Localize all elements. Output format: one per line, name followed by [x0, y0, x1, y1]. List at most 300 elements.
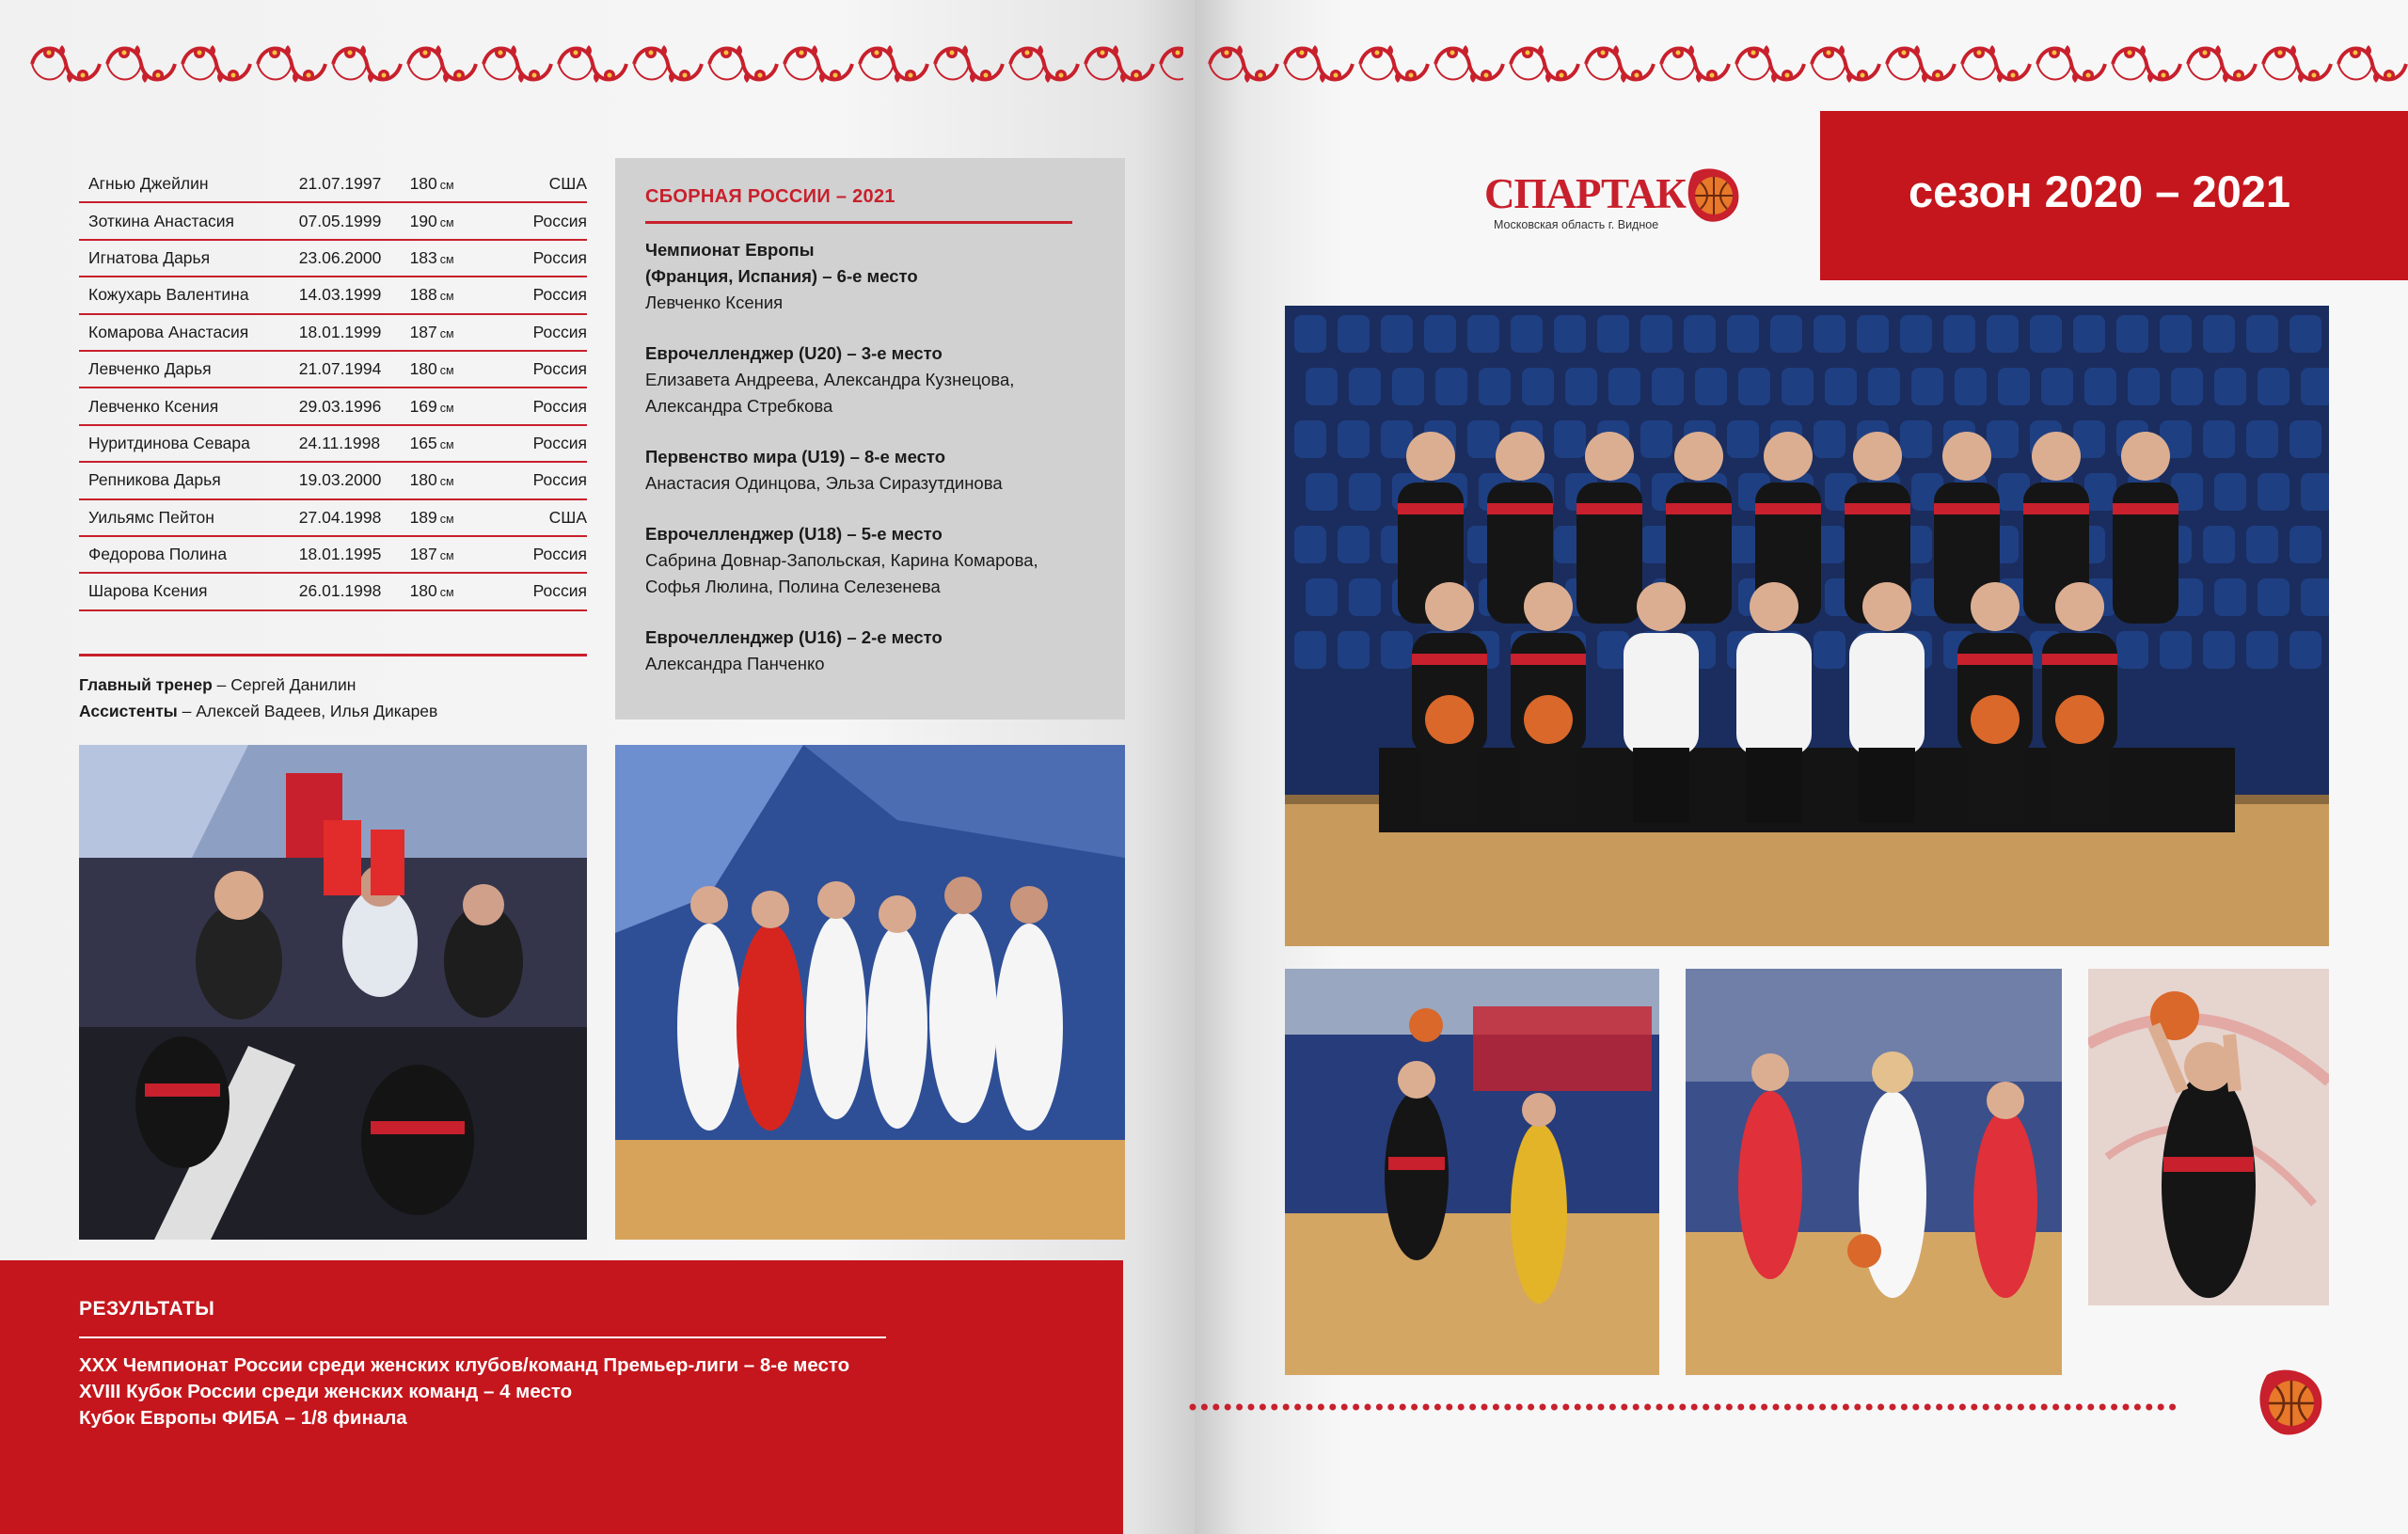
- player-name: Шарова Ксения: [88, 581, 208, 601]
- height-unit: см: [439, 215, 454, 229]
- entry-players: Сабрина Довнар-Запольская, Карина Комарова,: [645, 550, 1038, 570]
- stadium-seat: [1554, 420, 1586, 458]
- height-value: 180: [409, 581, 437, 601]
- stadium-seat: [1814, 631, 1846, 669]
- roster-row: [79, 574, 587, 610]
- separator-dot: [1307, 1404, 1313, 1411]
- separator-dot: [1225, 1404, 1231, 1411]
- stadium-seat: [2289, 631, 2321, 669]
- player-name: Комарова Анастасия: [88, 322, 249, 341]
- stadium-seat: [1782, 368, 1814, 405]
- stadium-seat: [1306, 368, 1338, 405]
- separator-dot: [1912, 1404, 1919, 1411]
- player-height: [410, 323, 493, 342]
- separator-dot: [1936, 1404, 1942, 1411]
- coaches-block: [79, 672, 437, 724]
- stadium-seat: [1684, 315, 1716, 353]
- separator-dot: [1294, 1404, 1301, 1411]
- player-birthdate: 21.07.1994: [298, 359, 382, 379]
- separator-dot: [1329, 1404, 1336, 1411]
- player-height: [410, 397, 493, 417]
- player-name: Федорова Полина: [88, 545, 228, 564]
- separator-dot: [1481, 1404, 1488, 1411]
- national-entry: [645, 521, 1116, 600]
- stadium-seat: [2301, 473, 2329, 511]
- roster-row: [79, 315, 587, 352]
- player-birthdate: 18.01.1995: [298, 545, 382, 564]
- player-height: [410, 545, 493, 564]
- player-name: Уильямс Пейтон: [88, 507, 214, 527]
- separator-dot: [1434, 1404, 1441, 1411]
- roster-row: [79, 463, 587, 499]
- stadium-seat: [2246, 526, 2278, 563]
- separator-dot: [1376, 1404, 1383, 1411]
- separator-dot: [1586, 1404, 1592, 1411]
- entry-players-cont: Александра Стребкова: [645, 396, 833, 416]
- season-banner: [1820, 111, 2408, 280]
- separator-dot: [1400, 1404, 1406, 1411]
- stadium-seat: [1349, 473, 1381, 511]
- separator-dot: [2123, 1404, 2130, 1411]
- player-birthdate: 29.03.1996: [298, 396, 382, 416]
- separator-dot: [1504, 1404, 1511, 1411]
- logo-subtitle: Московская область г. Видное: [1494, 218, 1659, 231]
- player-country: США: [548, 174, 587, 194]
- stadium-seat: [1695, 368, 1727, 405]
- stadium-seat: [2258, 578, 2289, 616]
- player-name: Репникова Дарья: [88, 470, 221, 490]
- results-heading: РЕЗУЛЬТАТЫ: [79, 1298, 215, 1320]
- stadium-seat: [1338, 631, 1370, 669]
- player-name: Зоткина Анастасия: [88, 211, 234, 230]
- stadium-seat: [1338, 315, 1370, 353]
- roster-bottom-rule: [79, 654, 587, 656]
- player-country: Россия: [532, 359, 587, 379]
- height-unit: см: [439, 326, 454, 340]
- stadium-seat: [2073, 315, 2105, 353]
- separator-dot: [2076, 1404, 2083, 1411]
- separator-dot: [1446, 1404, 1452, 1411]
- separator-dot: [1318, 1404, 1324, 1411]
- stadium-seat: [1392, 368, 1424, 405]
- result-item: Кубок Европы ФИБА – 1/8 финала: [79, 1407, 407, 1429]
- stadium-seat: [2301, 368, 2329, 405]
- entry-title: Еврочелленджер (U18) – 5-е место: [645, 524, 943, 544]
- national-team-panel: [615, 158, 1125, 720]
- height-unit: см: [439, 179, 454, 193]
- separator-dot: [2065, 1404, 2071, 1411]
- separator-dot: [2158, 1404, 2164, 1411]
- height-unit: см: [439, 549, 454, 563]
- results-rule: [79, 1336, 886, 1338]
- national-entry: [645, 237, 1116, 316]
- stadium-seat: [1738, 368, 1770, 405]
- separator-dot: [1190, 1404, 1196, 1411]
- national-team-heading: СБОРНАЯ РОССИИ – 2021: [645, 186, 895, 207]
- separator-dot: [1283, 1404, 1290, 1411]
- spartak-logo: [1484, 162, 1750, 246]
- head-coach-label: Главный тренер: [79, 675, 213, 694]
- separator-dot: [1668, 1404, 1674, 1411]
- stadium-seat: [2289, 526, 2321, 563]
- separator-dot: [1562, 1404, 1569, 1411]
- separator-dot: [1212, 1404, 1219, 1411]
- stadium-seat: [1868, 368, 1900, 405]
- roster-row: [79, 426, 587, 463]
- stadium-seat: [1479, 368, 1511, 405]
- player-birthdate: 07.05.1999: [298, 211, 382, 230]
- separator-dot: [2134, 1404, 2141, 1411]
- player-birthdate: 21.07.1997: [298, 174, 382, 194]
- player-birthdate: 14.03.1999: [298, 285, 382, 305]
- height-unit: см: [439, 586, 454, 600]
- basketball: [1425, 695, 1474, 744]
- player-country: Россия: [532, 581, 587, 601]
- separator-dot: [1598, 1404, 1605, 1411]
- separator-dot: [1633, 1404, 1640, 1411]
- results-panel: [0, 1260, 1123, 1534]
- stadium-seat: [1554, 315, 1586, 353]
- separator-dot: [1691, 1404, 1698, 1411]
- separator-dot: [1201, 1404, 1208, 1411]
- separator-dot: [1609, 1404, 1616, 1411]
- player-country: Россия: [532, 433, 587, 452]
- player-name: Левченко Дарья: [88, 359, 212, 379]
- season-title: сезон 2020 – 2021: [1909, 166, 2290, 216]
- basketball: [1524, 695, 1573, 744]
- player-figure: [2113, 432, 2178, 624]
- assistants-names: – Алексей Вадеев, Илья Дикарев: [182, 702, 438, 720]
- stadium-seat: [1987, 420, 2019, 458]
- separator-dot: [1540, 1404, 1546, 1411]
- entry-title: Чемпионат Европы: [645, 240, 815, 260]
- action-photo-layup: [2088, 969, 2329, 1305]
- separator-dot: [1644, 1404, 1651, 1411]
- height-value: 190: [409, 211, 437, 230]
- player-birthdate: 26.01.1998: [298, 581, 382, 601]
- separator-dot: [1831, 1404, 1838, 1411]
- separator-dot: [1551, 1404, 1558, 1411]
- ornament-band-right: [1206, 36, 2408, 92]
- stadium-seat: [1857, 315, 1889, 353]
- stadium-seat: [1467, 315, 1499, 353]
- entry-title-cont: (Франция, Испания) – 6-е место: [645, 266, 918, 286]
- stadium-seat: [1306, 473, 1338, 511]
- player-country: Россия: [532, 322, 587, 341]
- stadium-seat: [2203, 420, 2235, 458]
- roster-row: [79, 388, 587, 425]
- stadium-seat: [1640, 315, 1672, 353]
- separator-dot: [1959, 1404, 1966, 1411]
- national-entry: [645, 625, 1116, 677]
- result-item: XXX Чемпионат России среди женских клубов/команд Премьер-лиги – 8-е место: [79, 1354, 850, 1376]
- separator-dot: [1469, 1404, 1476, 1411]
- separator-dot: [1679, 1404, 1686, 1411]
- player-birthdate: 23.06.2000: [298, 247, 382, 267]
- separator-dot: [1516, 1404, 1523, 1411]
- player-birthdate: 18.01.1999: [298, 322, 382, 341]
- separator-dot: [1248, 1404, 1255, 1411]
- roster-row: [79, 500, 587, 537]
- stadium-seat: [2246, 420, 2278, 458]
- team-photo: [1285, 306, 2329, 946]
- height-unit: см: [439, 475, 454, 489]
- stadium-seat: [2203, 631, 2235, 669]
- entry-players: Александра Панченко: [645, 654, 825, 673]
- basketball: [1971, 695, 2020, 744]
- stadium-seat: [1987, 315, 2019, 353]
- logo-wordmark: СПАРТАК: [1484, 170, 1686, 217]
- stadium-seat: [2030, 315, 2062, 353]
- stadium-seat: [2116, 631, 2148, 669]
- separator-dot: [1750, 1404, 1756, 1411]
- assistants-label: Ассистенты: [79, 702, 178, 720]
- player-country: Россия: [532, 470, 587, 490]
- separator-dot: [1575, 1404, 1581, 1411]
- stadium-seat: [1943, 315, 1975, 353]
- stadium-seat: [1349, 368, 1381, 405]
- separator-dot: [2111, 1404, 2117, 1411]
- roster-row: [79, 241, 587, 277]
- basketball-flame-icon-corner: [2250, 1364, 2325, 1439]
- separator-dot: [1458, 1404, 1465, 1411]
- separator-dot: [2052, 1404, 2059, 1411]
- separator-dot: [1236, 1404, 1243, 1411]
- basketball: [2055, 695, 2104, 744]
- separator-dot: [1877, 1404, 1884, 1411]
- player-height: [410, 174, 493, 194]
- entry-players: Левченко Ксения: [645, 293, 784, 312]
- stadium-seat: [1814, 420, 1846, 458]
- stadium-seat: [2160, 631, 2192, 669]
- player-height: [410, 434, 493, 453]
- national-team-entries: [645, 237, 1116, 702]
- roster-row: [79, 203, 587, 240]
- stadium-seat: [2203, 315, 2235, 353]
- player-height: [410, 470, 493, 490]
- height-value: 180: [409, 359, 437, 379]
- stadium-seat: [1608, 368, 1640, 405]
- separator-dot: [2099, 1404, 2106, 1411]
- stadium-seat: [2171, 368, 2203, 405]
- separator-dot: [1843, 1404, 1849, 1411]
- separator-dot: [1925, 1404, 1931, 1411]
- action-photo-jumpshot: [1285, 969, 1659, 1375]
- player-country: Россия: [532, 396, 587, 416]
- stadium-seat: [1294, 526, 1326, 563]
- separator-dot: [1621, 1404, 1627, 1411]
- stadium-seat: [1955, 368, 1987, 405]
- separator-dot: [1901, 1404, 1908, 1411]
- team-group-photo: [615, 745, 1125, 1240]
- height-value: 169: [409, 396, 437, 416]
- entry-title: Еврочелленджер (U16) – 2-е место: [645, 627, 943, 647]
- separator-dot: [1948, 1404, 1955, 1411]
- player-height: [410, 248, 493, 268]
- player-name: Агнью Джейлин: [88, 174, 209, 194]
- separator-dot: [1387, 1404, 1394, 1411]
- dotted-separator: [1187, 1400, 2186, 1409]
- separator-dot: [1353, 1404, 1359, 1411]
- height-unit: см: [439, 252, 454, 266]
- roster-row: [79, 352, 587, 388]
- separator-dot: [1808, 1404, 1814, 1411]
- separator-dot: [1528, 1404, 1534, 1411]
- stadium-seat: [1911, 368, 1943, 405]
- entry-title: Первенство мира (U19) – 8-е место: [645, 447, 946, 467]
- stadium-seat: [1998, 368, 2030, 405]
- separator-dot: [1423, 1404, 1430, 1411]
- entry-title: Еврочелленджер (U20) – 3-е место: [645, 343, 943, 363]
- stadium-seat: [2301, 578, 2329, 616]
- stadium-seat: [1814, 315, 1846, 353]
- stadium-seat: [2258, 473, 2289, 511]
- height-value: 187: [409, 545, 437, 564]
- separator-dot: [2029, 1404, 2036, 1411]
- height-unit: см: [439, 437, 454, 451]
- player-name: Левченко Ксения: [88, 396, 219, 416]
- stadium-seat: [2289, 315, 2321, 353]
- player-country: Россия: [532, 247, 587, 267]
- player-country: США: [548, 507, 587, 527]
- stadium-seat: [2246, 315, 2278, 353]
- height-value: 165: [409, 433, 437, 452]
- stadium-seat: [2214, 368, 2246, 405]
- roster-row: [79, 537, 587, 574]
- player-country: Россия: [532, 545, 587, 564]
- separator-dot: [1819, 1404, 1826, 1411]
- player-height: [410, 359, 493, 379]
- player-height: [410, 212, 493, 231]
- player-name: Нуритдинова Севара: [88, 433, 250, 452]
- separator-dot: [2041, 1404, 2048, 1411]
- stadium-seat: [1597, 315, 1629, 353]
- separator-dot: [1866, 1404, 1873, 1411]
- stadium-seat: [1900, 315, 1932, 353]
- separator-dot: [1796, 1404, 1802, 1411]
- separator-dot: [1983, 1404, 1989, 1411]
- roster-table: [79, 166, 587, 611]
- action-photo-drive: [1686, 969, 2062, 1375]
- separator-dot: [1994, 1404, 2001, 1411]
- national-entry: [645, 444, 1116, 497]
- stadium-seat: [1565, 368, 1597, 405]
- player-name: Игнатова Дарья: [88, 247, 211, 267]
- stadium-seat: [1640, 420, 1672, 458]
- roster-row: [79, 277, 587, 314]
- height-value: 180: [409, 470, 437, 490]
- huddle-photo: [79, 745, 587, 1240]
- stadium-seat: [1306, 578, 1338, 616]
- separator-dot: [2146, 1404, 2152, 1411]
- stadium-seat: [2258, 368, 2289, 405]
- separator-dot: [1715, 1404, 1721, 1411]
- entry-players-cont: Софья Люлина, Полина Селезенева: [645, 577, 941, 596]
- height-value: 188: [409, 285, 437, 305]
- height-unit: см: [439, 512, 454, 526]
- head-coach-name: – Сергей Данилин: [216, 675, 356, 694]
- stadium-seat: [2246, 631, 2278, 669]
- player-height: [410, 581, 493, 601]
- stadium-seat: [1349, 578, 1381, 616]
- player-birthdate: 24.11.1998: [298, 433, 381, 452]
- height-unit: см: [439, 401, 454, 415]
- separator-dot: [2087, 1404, 2094, 1411]
- basketball-flame-icon: [1680, 164, 1742, 226]
- separator-dot: [2018, 1404, 2024, 1411]
- national-heading-rule: [645, 221, 1072, 224]
- stadium-seat: [1727, 526, 1759, 563]
- stadium-seat: [1522, 368, 1554, 405]
- separator-dot: [1737, 1404, 1744, 1411]
- stadium-seat: [2116, 315, 2148, 353]
- player-country: Россия: [532, 211, 587, 230]
- national-entry: [645, 340, 1116, 419]
- stadium-seat: [2084, 473, 2116, 511]
- stadium-seat: [2289, 420, 2321, 458]
- separator-dot: [1341, 1404, 1348, 1411]
- player-country: Россия: [532, 285, 587, 305]
- separator-dot: [1411, 1404, 1418, 1411]
- results-list: [79, 1352, 849, 1431]
- stadium-seat: [2128, 368, 2160, 405]
- stadium-seat: [1511, 315, 1543, 353]
- stadium-seat: [1294, 315, 1326, 353]
- height-value: 180: [409, 174, 437, 194]
- stadium-seat: [1294, 631, 1326, 669]
- height-value: 183: [409, 247, 437, 267]
- stadium-seat: [2214, 578, 2246, 616]
- player-height: [410, 285, 493, 305]
- player-birthdate: 27.04.1998: [298, 507, 382, 527]
- height-value: 187: [409, 322, 437, 341]
- player-height: [410, 508, 493, 528]
- stadium-seat: [1435, 368, 1467, 405]
- separator-dot: [1259, 1404, 1266, 1411]
- separator-dot: [1365, 1404, 1371, 1411]
- stadium-seat: [1652, 368, 1684, 405]
- height-value: 189: [409, 507, 437, 527]
- stadium-seat: [1727, 420, 1759, 458]
- entry-players: Елизавета Андреева, Александра Кузнецова,: [645, 370, 1015, 389]
- height-unit: см: [439, 364, 454, 378]
- player-figure: [1576, 432, 1642, 624]
- separator-dot: [1703, 1404, 1709, 1411]
- player-name: Кожухарь Валентина: [88, 285, 249, 305]
- stadium-seat: [1381, 631, 1413, 669]
- stadium-seat: [1825, 368, 1857, 405]
- stadium-seat: [2160, 315, 2192, 353]
- separator-dot: [1726, 1404, 1733, 1411]
- entry-players: Анастасия Одинцова, Эльза Сиразутдинова: [645, 473, 1003, 493]
- separator-dot: [1271, 1404, 1277, 1411]
- result-item: XVIII Кубок России среди женских команд – 4 место: [79, 1381, 573, 1402]
- stadium-seat: [1467, 420, 1499, 458]
- player-birthdate: 19.03.2000: [298, 470, 382, 490]
- separator-dot: [1971, 1404, 1977, 1411]
- stadium-seat: [1727, 315, 1759, 353]
- separator-dot: [2006, 1404, 2013, 1411]
- stadium-seat: [1770, 315, 1802, 353]
- separator-dot: [1890, 1404, 1896, 1411]
- stadium-seat: [1381, 315, 1413, 353]
- separator-dot: [1656, 1404, 1663, 1411]
- stadium-seat: [1338, 526, 1370, 563]
- separator-dot: [1854, 1404, 1861, 1411]
- separator-dot: [1784, 1404, 1791, 1411]
- stadium-seat: [2203, 526, 2235, 563]
- stadium-seat: [2084, 368, 2116, 405]
